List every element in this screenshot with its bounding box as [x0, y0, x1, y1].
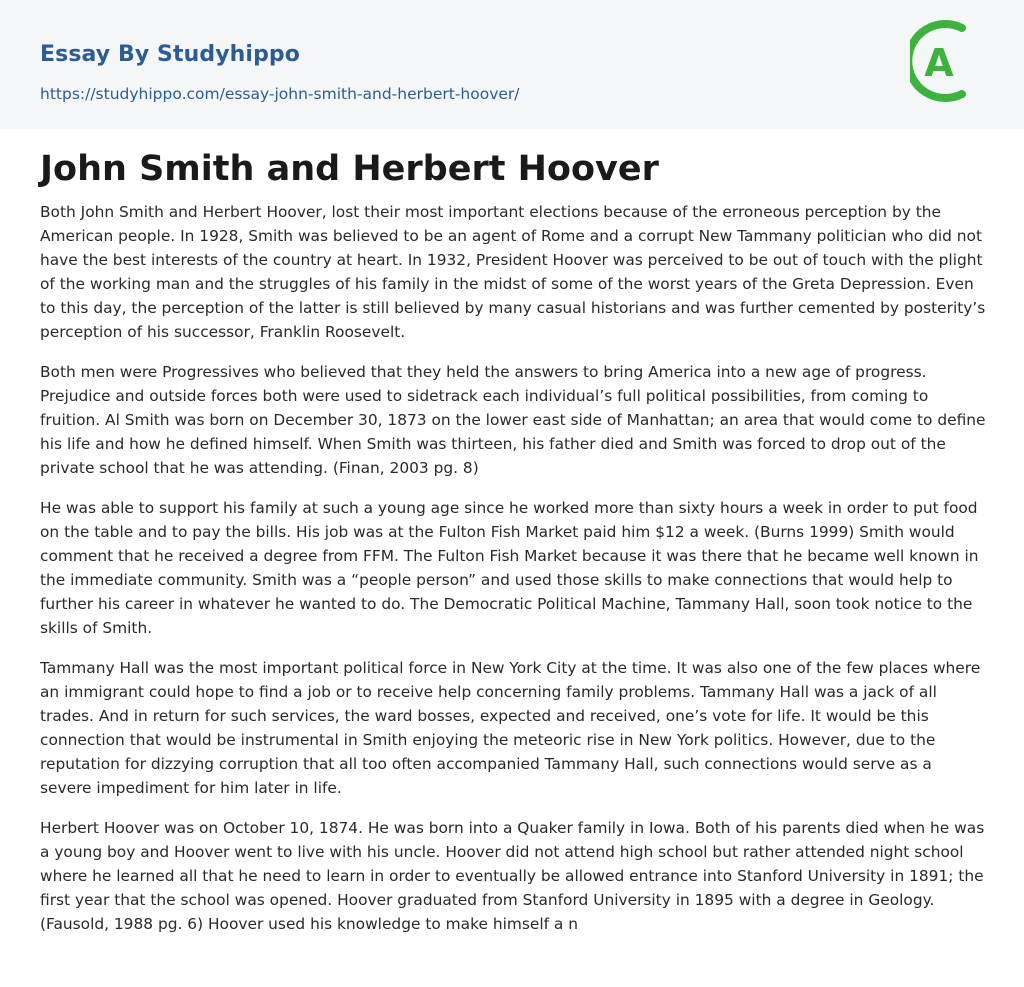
article-paragraph-1: Both John Smith and Herbert Hoover, lost their most important elections because of the erroneous perception by the American people. In 1928, Smith was believed to be an agent of Rome and a corrupt New Tammany politician who did not have the best interests of the country at heart. In 1932, President Hoover was perceived to be out of touch with the plight of the working man and the struggles of his family in the midst of some of the worst years of the Greta Depression. Even to this day, the perception of the latter is still believed by many casual historians and was further cemented by posterity’s perception of his successor, Franklin Roosevelt. — [40, 203, 986, 341]
article — [40, 148, 986, 952]
article-paragraph-3: He was able to support his family at such a young age since he worked more than sixty hours a week in order to put food on the table and to pay the bills. His job was at the Fulton Fish Market paid him $12 a week. (Burns 1999) Smith would comment that he received a degree from FFM. The Fulton Fish Market because it was there that he became well known in the immediate community. Smith was a “people person” and used those skills to make connections that would help to further his career in whatever he wanted to do. The Democratic Political Machine, Tammany Hall, soon took notice to the skills of Smith. — [40, 499, 979, 637]
site-header — [0, 0, 1024, 129]
essay-url-link[interactable]: https://studyhippo.com/essay-john-smith-and-herbert-hoover/ — [40, 85, 520, 103]
studyhippo-logo[interactable] — [910, 18, 988, 106]
article-paragraph-4: Tammany Hall was the most important political force in New York City at the time. It was also one of the few places where an immigrant could hope to find a job or to receive help concerning family problems. Tammany Hall was a jack of all trades. And in return for such services, the ward bosses, expected and received, one’s vote for life. It would be this connection that would be instrumental in Smith enjoying the meteoric rise in New York politics. However, due to the reputation for dizzying corruption that all too often accompanied Tammany Hall, such connections would serve as a severe impediment for him later in life. — [40, 659, 981, 797]
article-paragraph-5: Herbert Hoover was on October 10, 1874. He was born into a Quaker family in Iowa. Both of his parents died when he was a young boy and Hoover went to live with his uncle. Hoover did not attend high school but rather attended night school where he learned all that he need to learn in order to eventually be allowed entrance into Stanford University in 1891; the first year that the school was opened. Hoover graduated from Stanford University in 1895 with a degree in Geology. (Fausold, 1988 pg. 6) Hoover used his knowledge to make himself a n — [40, 819, 985, 933]
article-title: John Smith and Herbert Hoover — [40, 149, 659, 189]
article-paragraph-2: Both men were Progressives who believed that they held the answers to bring America into a new age of progress. Prejudice and outside forces both were used to sidetrack each individual’s full political possibilities, from coming to fruition. Al Smith was born on December 30, 1873 on the lower east side of Manhattan; an area that would come to define his life and how he defined himself. When Smith was thirteen, his father died and Smith was forced to drop out of the private school that he was attending. (Finan, 2003 pg. 8) — [40, 363, 986, 477]
site-title[interactable]: Essay By Studyhippo — [40, 42, 300, 67]
logo-icon — [910, 18, 988, 106]
logo-letter: A — [924, 41, 954, 85]
